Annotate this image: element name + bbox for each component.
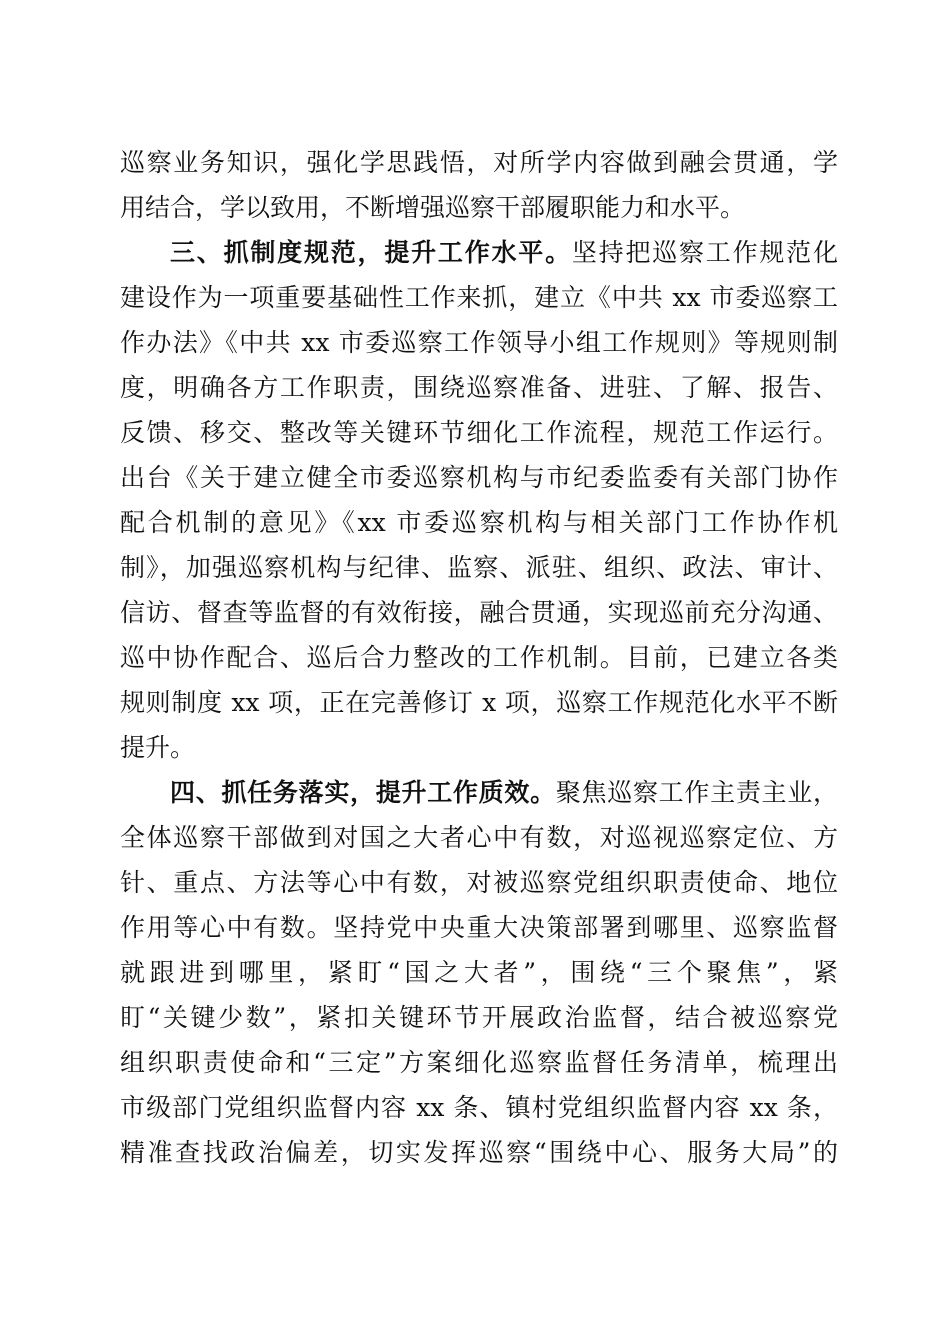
section-heading-three: 三、抓制度规范，提升工作水平。 [170, 238, 572, 267]
body-line: 巡察业务知识，强化学思践悟，对所学内容做到融会贯通，学 [120, 148, 838, 177]
body-line: 市级部门党组织监督内容 xx 条、镇村党组织监督内容 xx 条， [120, 1093, 838, 1122]
body-line: 提升。 [120, 733, 196, 762]
body-line: 巡中协作配合、巡后合力整改的工作机制。目前，已建立各类 [120, 643, 838, 672]
body-line: 配合机制的意见》《xx 市委巡察机构与相关部门工作协作机 [120, 508, 838, 537]
body-line: 用结合，学以致用，不断增强巡察干部履职能力和水平。 [120, 193, 746, 222]
body-line: 就跟进到哪里，紧盯“国之大者”，围绕“三个聚焦”，紧 [120, 958, 838, 987]
body-line: 规则制度 xx 项，正在完善修订 x 项，巡察工作规范化水平不断 [120, 688, 838, 717]
body-line: 精准查找政治偏差，切实发挥巡察“围绕中心、服务大局”的 [120, 1138, 838, 1167]
section-first-line-text: 坚持把巡察工作规范化 [571, 238, 838, 267]
body-line: 制》，加强巡察机构与纪律、监察、派驻、组织、政法、审计、 [120, 553, 838, 582]
body-line: 组织职责使命和“三定”方案细化巡察监督任务清单，梳理出 [120, 1048, 838, 1077]
section-heading-four: 四、抓任务落实，提升工作质效。 [170, 778, 556, 807]
section-first-line-text: 聚焦巡察工作主责主业， [555, 778, 838, 807]
section-first-line [120, 770, 838, 815]
body-line: 度，明确各方工作职责，围绕巡察准备、进驻、了解、报告、 [120, 373, 838, 402]
document-body [120, 140, 838, 1175]
body-line: 出台《关于建立健全市委巡察机构与市纪委监委有关部门协作 [120, 463, 838, 492]
body-line: 信访、督查等监督的有效衔接，融合贯通，实现巡前充分沟通、 [120, 598, 838, 627]
body-line: 全体巡察干部做到对国之大者心中有数，对巡视巡察定位、方 [120, 823, 838, 852]
body-line: 盯“关键少数”，紧扣关键环节开展政治监督，结合被巡察党 [120, 1003, 838, 1032]
section-first-line [120, 230, 838, 275]
body-line: 反馈、移交、整改等关键环节细化工作流程，规范工作运行。 [120, 418, 838, 447]
body-line: 针、重点、方法等心中有数，对被巡察党组织职责使命、地位 [120, 868, 838, 897]
body-line: 作办法》《中共 xx 市委巡察工作领导小组工作规则》等规则制 [120, 328, 838, 357]
body-line: 建设作为一项重要基础性工作来抓，建立《中共 xx 市委巡察工 [120, 283, 838, 312]
body-line: 作用等心中有数。坚持党中央重大决策部署到哪里、巡察监督 [120, 913, 838, 942]
